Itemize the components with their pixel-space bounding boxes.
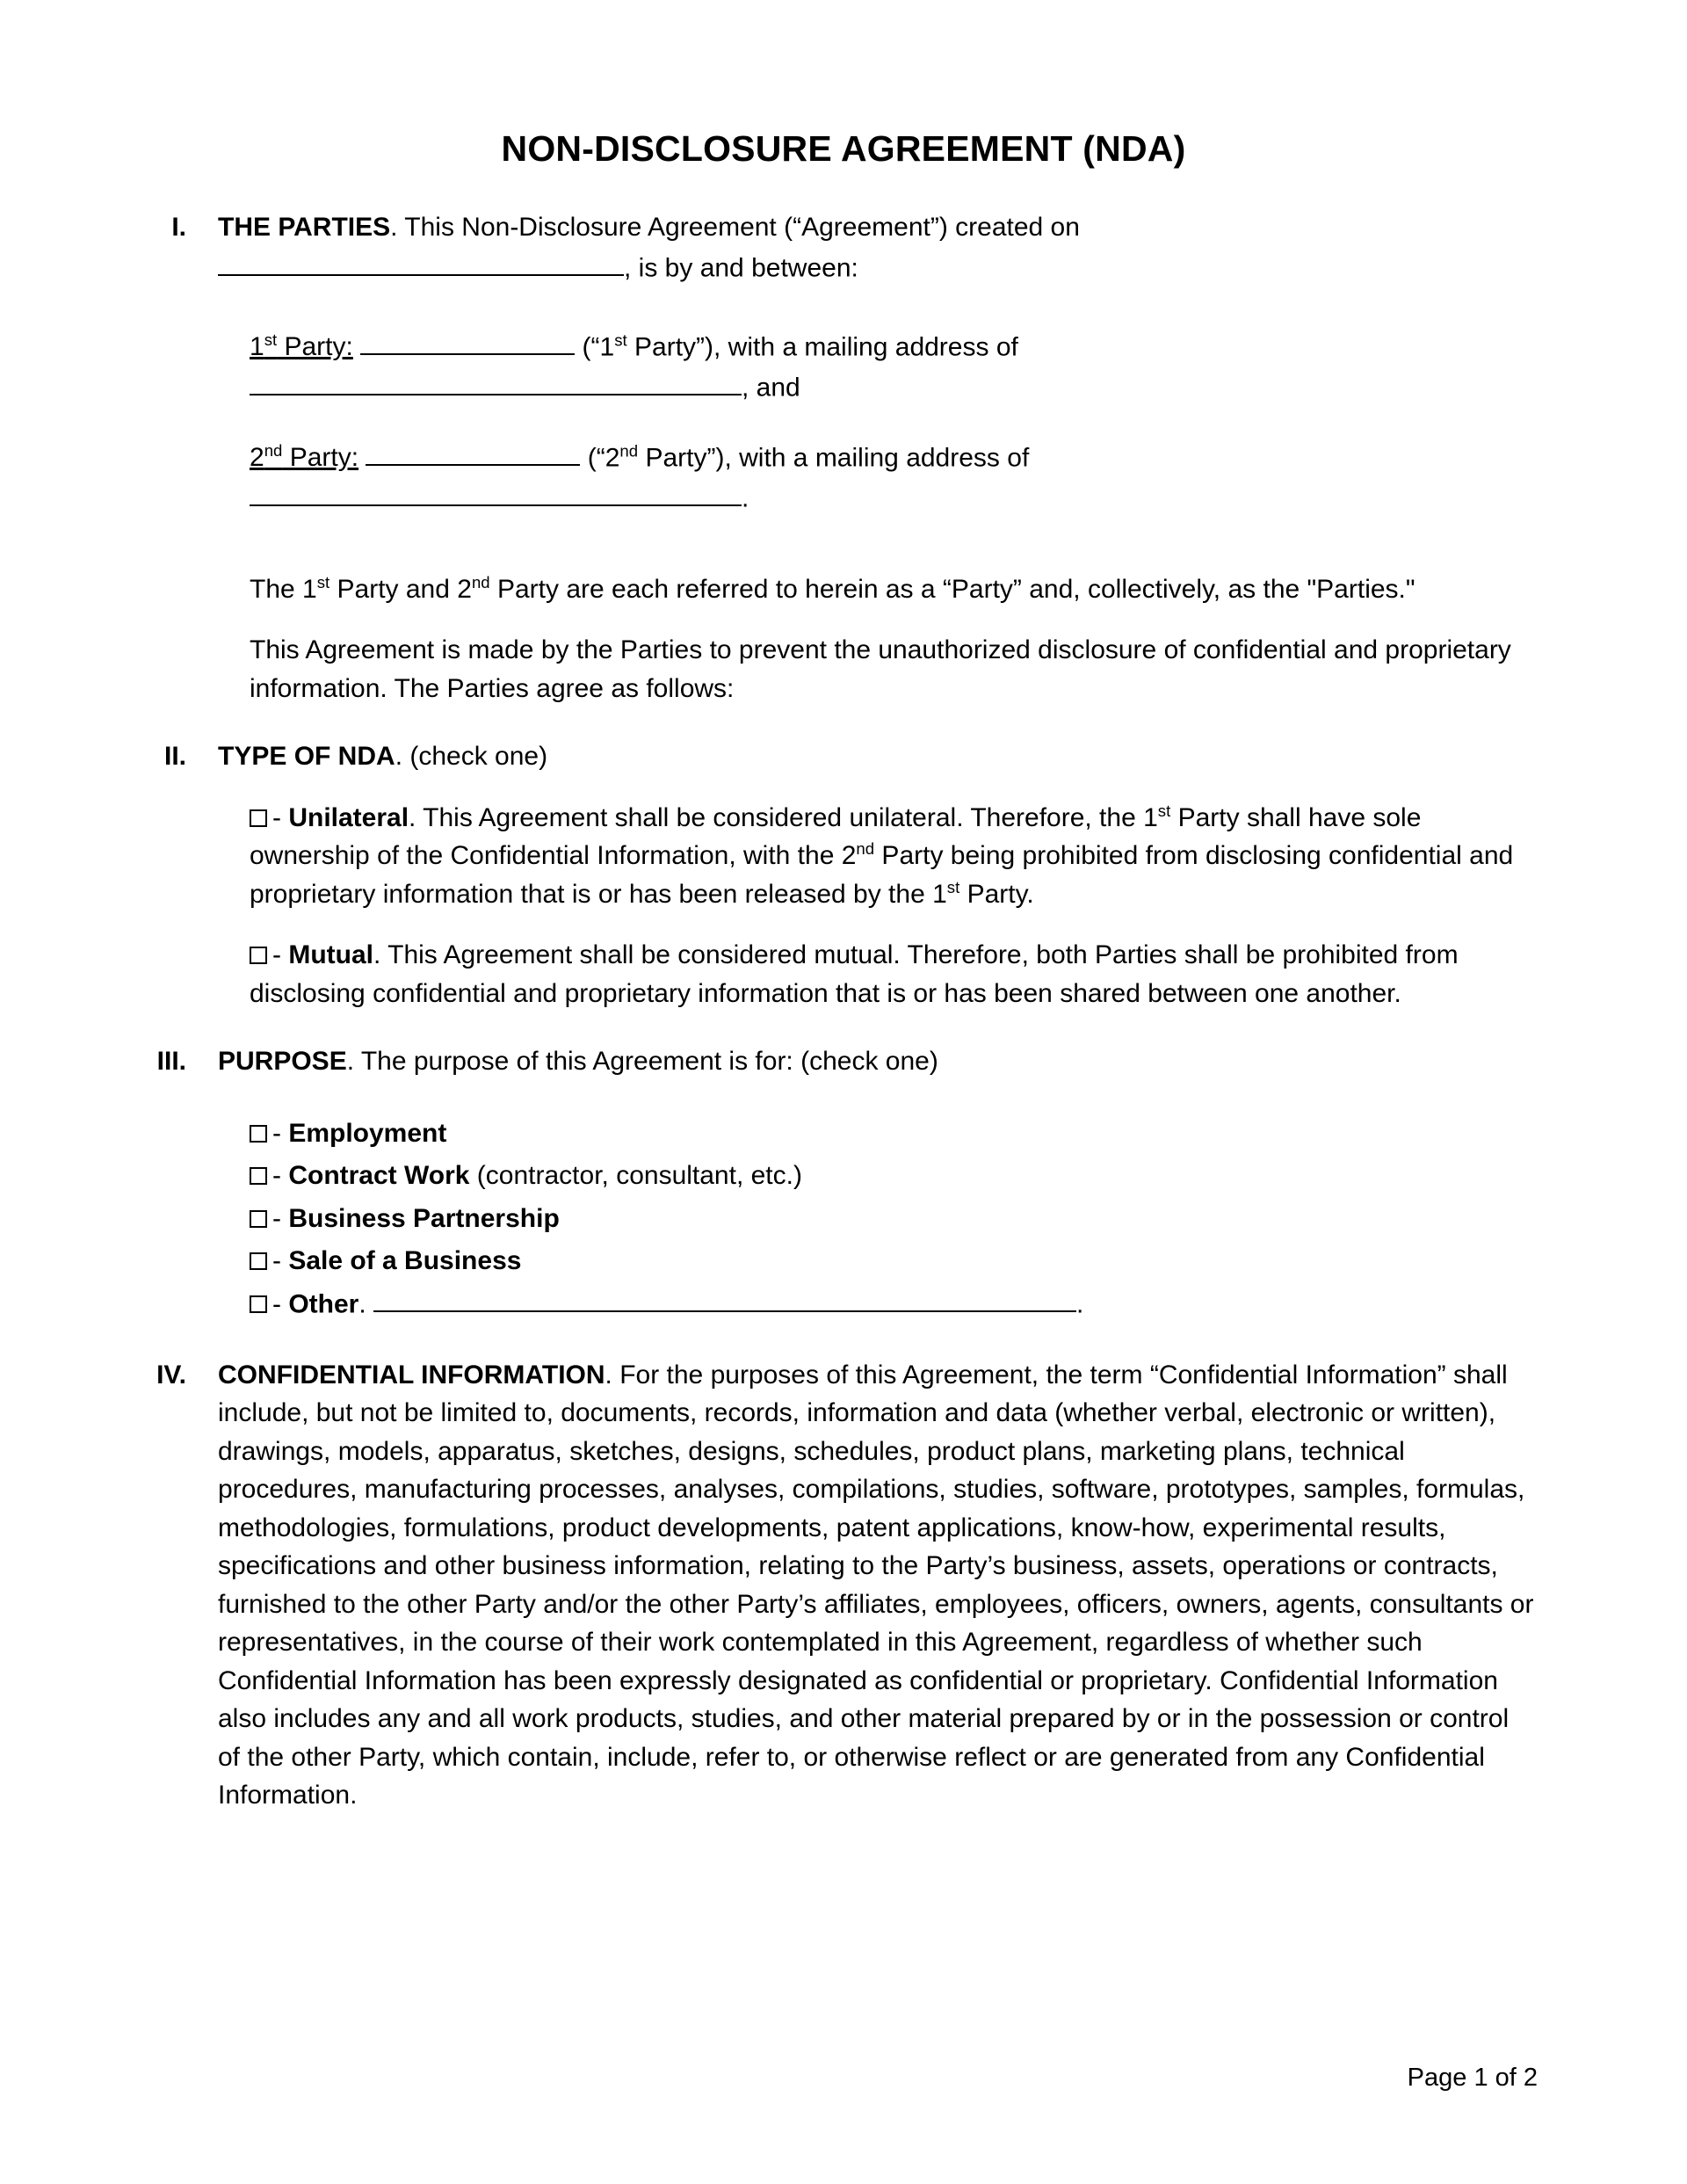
clause-numeral-i: I. (171, 213, 186, 242)
other-purpose-field[interactable] (373, 1283, 1076, 1313)
page-footer: Page 1 of 2 (1407, 2064, 1538, 2092)
clause-body-type-of-nda (218, 737, 1538, 776)
purpose-option-sale-of-business[interactable]: - Sale of a Business (250, 1240, 1538, 1283)
heading-confidential-information: CONFIDENTIAL INFORMATION (218, 1360, 605, 1389)
party-2-label: 2nd Party: (250, 441, 359, 472)
clause-body-the-parties (218, 208, 1538, 287)
purpose-option-business-partnership[interactable]: - Business Partnership (250, 1198, 1538, 1241)
checkbox-contract-work[interactable] (250, 1167, 267, 1185)
checkbox-business-partnership[interactable] (250, 1210, 267, 1228)
party-2-ordinal: nd (264, 441, 283, 460)
collective-ordinal-1: st (316, 572, 330, 591)
spacer (149, 1090, 1538, 1113)
clause-body-purpose (218, 1042, 1538, 1081)
option-mutual[interactable]: - Mutual. This Agreement shall be considered mutual. Therefore, both Parties shall be prohibited from disclosing confidential and proprietary information that is or has been shared between one another. (250, 940, 1459, 1008)
spacer (149, 296, 1538, 326)
party-1-ordinal: st (264, 330, 278, 349)
heading-type-of-nda: TYPE OF NDA (218, 742, 395, 771)
clause-type-of-nda (149, 737, 1538, 776)
clause-body-confidential-information (218, 1356, 1538, 1815)
spacer (149, 707, 1538, 737)
clause-confidential-information (149, 1356, 1538, 1815)
clause-purpose (149, 1042, 1538, 1081)
clause-the-parties (149, 208, 1538, 287)
party-1-ordinal-2: st (614, 330, 627, 349)
party-2-name-field[interactable] (366, 437, 580, 467)
checkbox-mutual[interactable] (250, 947, 267, 964)
clause-numeral-iii: III. (156, 1047, 186, 1076)
party-1-address-field[interactable] (250, 366, 742, 396)
purpose-suffix: . The purpose of this Agreement is for: (check one) (346, 1047, 938, 1076)
note-other: . (358, 1289, 366, 1319)
party-2-address-field[interactable] (250, 477, 742, 507)
checkbox-employment[interactable] (250, 1125, 267, 1143)
spacer (149, 1326, 1538, 1356)
agreement-purpose-paragraph: This Agreement is made by the Parties to prevent the unauthorized disclosure of confidential and proprietary information. The Parties agree as follows: (250, 635, 1511, 703)
page-title: NON-DISCLOSURE AGREEMENT (NDA) (501, 128, 1186, 169)
label-mutual: Mutual (288, 940, 373, 969)
unilateral-ordinal-1: st (1157, 801, 1171, 820)
party-1-name-field[interactable] (360, 326, 575, 356)
purpose-option-employment[interactable]: - Employment (250, 1113, 1538, 1156)
label-sale-of-a-business: Sale of a Business (288, 1246, 522, 1276)
spacer (149, 518, 1538, 548)
party-2-after-b: Party”), with a mailing address of (638, 443, 1030, 472)
party-2-block (250, 437, 1538, 518)
label-employment: Employment (288, 1118, 447, 1148)
purpose-option-contract-work[interactable]: - Contract Work (contractor, consultant, etc.) (250, 1155, 1538, 1198)
heading-the-parties: THE PARTIES (218, 213, 391, 242)
party-1-after-b: Party”), with a mailing address of (626, 332, 1018, 361)
party-1-label: 1st Party: (250, 330, 353, 361)
parties-intro-b: , is by and between: (624, 253, 858, 282)
label-contract-work: Contract Work (288, 1161, 470, 1191)
unilateral-ordinal-2: nd (856, 839, 875, 858)
type-of-nda-suffix: . (check one) (395, 742, 548, 771)
option-unilateral[interactable]: - Unilateral. This Agreement shall be considered unilateral. Therefore, the 1st Party shall have sole ownership of the Confidential Information, with the 2nd Party being prohibited from disclosing confidential and proprietary information that is or has been released by the 1st Party. (250, 801, 1514, 909)
purpose-option-other[interactable]: - Other. . (250, 1283, 1538, 1326)
clause-numeral-ii: II. (163, 742, 186, 771)
checkbox-other[interactable] (250, 1295, 267, 1313)
text-confidential-information: . For the purposes of this Agreement, the term “Confidential Information” shall include, but not be limited to, documents, records, information and data (whether verbal, electronic or written), drawings, models, apparatus, sketches, designs, schedules, product plans, marketing plans, technical procedures, manufacturing processes, analyses, compilations, studies, software, prototypes, samples, formulas, methodologies, formulations, product developments, patent applications, know-how, experimental results, specifications and other business information, relating to the Party’s business, assets, operations or contracts, furnished to the other Party and/or the other Party’s affiliates, employees, officers, owners, agents, consultants or representatives, in the course of their work contemplated in this Agreement, regardless of whether such Confidential Information has been expressly designated as confidential or proprietary. Confidential Information also includes any and all work products, studies, and other material prepared by or in the possession or control of the other Party, which contain, include, refer to, or otherwise reflect or are generated from any Confidential Information. (218, 1360, 1534, 1810)
checkbox-unilateral[interactable] (250, 809, 267, 827)
unilateral-ordinal-3: st (946, 877, 960, 896)
party-2-tail: . (742, 483, 749, 512)
party-1-tail: , and (742, 373, 800, 402)
heading-purpose: PURPOSE (218, 1047, 347, 1076)
text-mutual: . This Agreement shall be considered mutual. Therefore, both Parties shall be prohibited from disclosing confidential and proprietary information that is or has been shared between one another. (250, 940, 1459, 1008)
date-blank-field[interactable] (218, 247, 624, 277)
checkbox-sale-of-a-business[interactable] (250, 1252, 267, 1270)
party-1-after-a: (“1 (575, 332, 615, 361)
collective-parties-paragraph: The 1st Party and 2nd Party are each referred to herein as a “Party” and, collectively, as the "Parties." (250, 572, 1415, 604)
collective-ordinal-2: nd (471, 572, 490, 591)
party-2-after-a: (“2 (580, 443, 620, 472)
note-contract-work: (contractor, consultant, etc.) (469, 1161, 802, 1191)
party-2-ordinal-2: nd (619, 441, 639, 460)
label-other: Other (288, 1289, 359, 1319)
party-1-block (250, 326, 1538, 407)
spacer (149, 1012, 1538, 1042)
label-unilateral: Unilateral (288, 802, 409, 832)
parties-intro-a: . This Non-Disclosure Agreement (“Agreement”) created on (390, 213, 1080, 242)
clause-numeral-iv: IV. (156, 1360, 186, 1389)
label-business-partnership: Business Partnership (288, 1203, 560, 1233)
spacer (149, 407, 1538, 437)
